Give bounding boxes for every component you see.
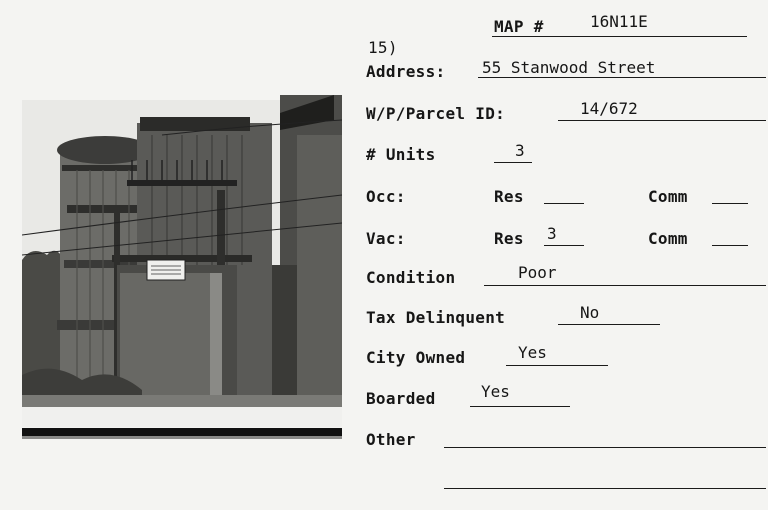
city-owned-label: City Owned [366, 348, 466, 367]
vac-comm-underline [712, 245, 748, 246]
occ-label: Occ: [366, 187, 406, 206]
condition-underline [484, 285, 766, 286]
parcel-underline [558, 120, 766, 121]
vac-res-label: Res [494, 229, 524, 248]
address-value: 55 Stanwood Street [482, 58, 656, 77]
other-underline [444, 447, 766, 448]
map-value: 16N11E [590, 12, 648, 31]
units-label: # Units [366, 145, 436, 164]
condition-value: Poor [518, 263, 557, 282]
boarded-label: Boarded [366, 389, 436, 408]
condition-label: Condition [366, 268, 456, 287]
vac-comm-label: Comm [648, 229, 688, 248]
tax-label: Tax Delinquent [366, 308, 506, 327]
other-underline-2 [444, 488, 766, 489]
parcel-value: 14/672 [580, 99, 638, 118]
vac-label: Vac: [366, 229, 406, 248]
other-label: Other [366, 430, 416, 449]
boarded-underline [470, 406, 570, 407]
units-value: 3 [515, 141, 525, 160]
occ-res-label: Res [494, 187, 524, 206]
occ-comm-label: Comm [648, 187, 688, 206]
record-number: 15) [368, 38, 398, 57]
map-label: MAP # [494, 17, 544, 36]
units-underline [494, 162, 532, 163]
occ-res-underline [544, 203, 584, 204]
vac-res-underline [544, 245, 584, 246]
address-label: Address: [366, 62, 446, 81]
city-owned-value: Yes [518, 343, 547, 362]
parcel-label: W/P/Parcel ID: [366, 104, 506, 123]
building-photo [22, 95, 342, 445]
city-owned-underline [506, 365, 608, 366]
tax-underline [558, 324, 660, 325]
occ-comm-underline [712, 203, 748, 204]
map-underline [492, 36, 747, 37]
tax-value: No [580, 303, 600, 322]
boarded-value: Yes [481, 382, 510, 401]
vac-res-value: 3 [547, 224, 557, 243]
address-underline [478, 77, 766, 78]
